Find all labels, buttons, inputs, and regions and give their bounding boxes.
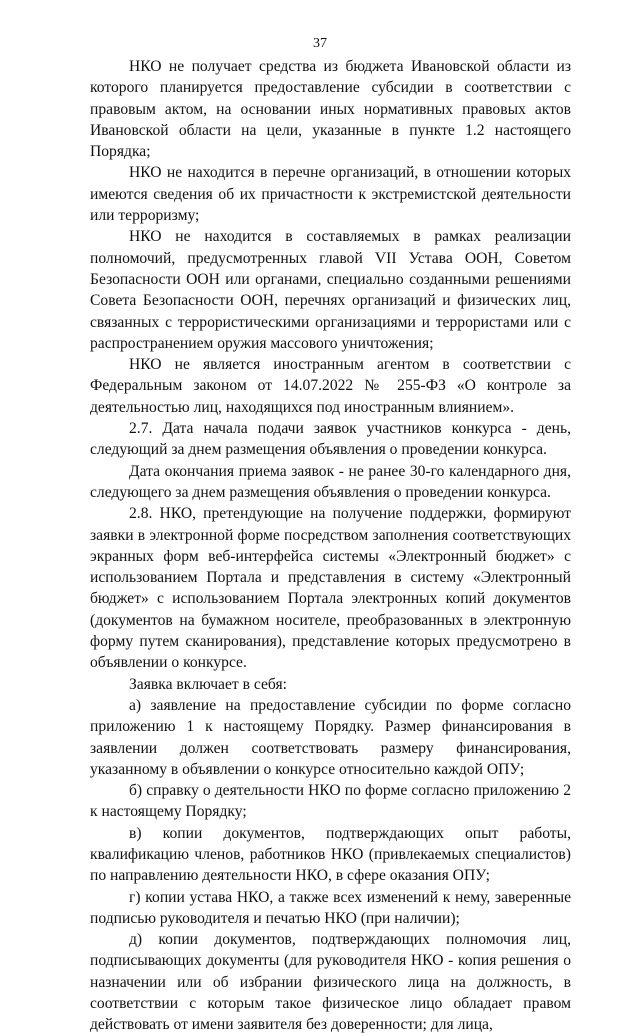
list-item-b: б) справку о деятельности НКО по форме согласно приложению 2 к настоящему Порядку; [90, 782, 571, 821]
paragraph-end-date: Дата окончания приема заявок - не ранее 30-го календарного дня, следующего за днем размещения объявления о проведении конкурса. [90, 462, 571, 501]
list-item-a: а) заявление на предоставление субсидии по форме согласно приложению 1 к настоящему Порядку. Размер финансирования в заявлении должен соответствовать размеру финансирования, указанному в объявлении о конкурсе относительно каждой ОПУ; [90, 696, 571, 778]
list-item-d: д) копии документов, подтверждающих полномочия лиц, подписывающих документы (для руководителя НКО - копия решения о назначении или об избрании физического лица на должность, в соответствии с которым такое физическое лицо обладает правом действовать от имени заявителя без доверенности; для лица, [90, 931, 571, 1034]
paragraph-2-8-application-form: 2.8. НКО, претендующие на получение поддержки, формируют заявки в электронной форме посредством заполнения соответствующих экранных форм веб-интерфейса системы «Электронный бюджет» с использованием Портала и представления в систему «Электронный бюджет» с использованием Портала электронных копий документов (документов на бумажном носителе, преобразованных в электронную форму путем сканирования), представление которых предусмотрено в объявлении о конкурсе. [90, 505, 571, 672]
paragraph-not-foreign-agent: НКО не является иностранным агентом в соответствии с Федеральным законом от 14.07.2022 № 255-ФЗ «О контроле за деятельностью лиц, находящихся под иностранным влиянием». [90, 356, 571, 416]
paragraph-not-receiving-budget-funds: НКО не получает средства из бюджета Ивановской области из которого планируется предоставление субсидии в соответствии с правовым актом, на основании иных нормативных правовых актов Ивановской области на цели, указанные в пункте 1.2 настоящего Порядка; [90, 58, 571, 161]
paragraph-not-in-extremism-list: НКО не находится в перечне организаций, в отношении которых имеются сведения об их причастности к экстремистской деятельности или терроризму; [90, 164, 571, 225]
page-number: 37 [313, 36, 327, 51]
list-item-v: в) копии документов, подтверждающих опыт работы, квалификацию членов, работников НКО (привлекаемых специалистов) по направлению деятельности НКО, в сфере оказания ОПУ; [90, 824, 571, 885]
paragraph-2-7-start-date: 2.7. Дата начала подачи заявок участников конкурса - день, следующий за днем размещения объявления о проведении конкурса. [90, 420, 571, 459]
paragraph-not-in-un-sanctions-list: НКО не находится в составляемых в рамках реализации полномочий, предусмотренных главой VII Устава ООН, Советом Безопасности ООН или органами, специально созданными решениями Совета Безопасности ООН, перечнях организаций и физических лиц, связанных с террористическими организациями и террористами или с распространением оружия массового уничтожения; [90, 228, 571, 352]
paragraph-application-includes: Заявка включает в себя: [129, 675, 287, 693]
document-body [90, 56, 571, 1036]
list-item-g: г) копии устава НКО, а также всех изменений к нему, заверенные подписью руководителя и печатью НКО (при наличии); [90, 888, 571, 927]
